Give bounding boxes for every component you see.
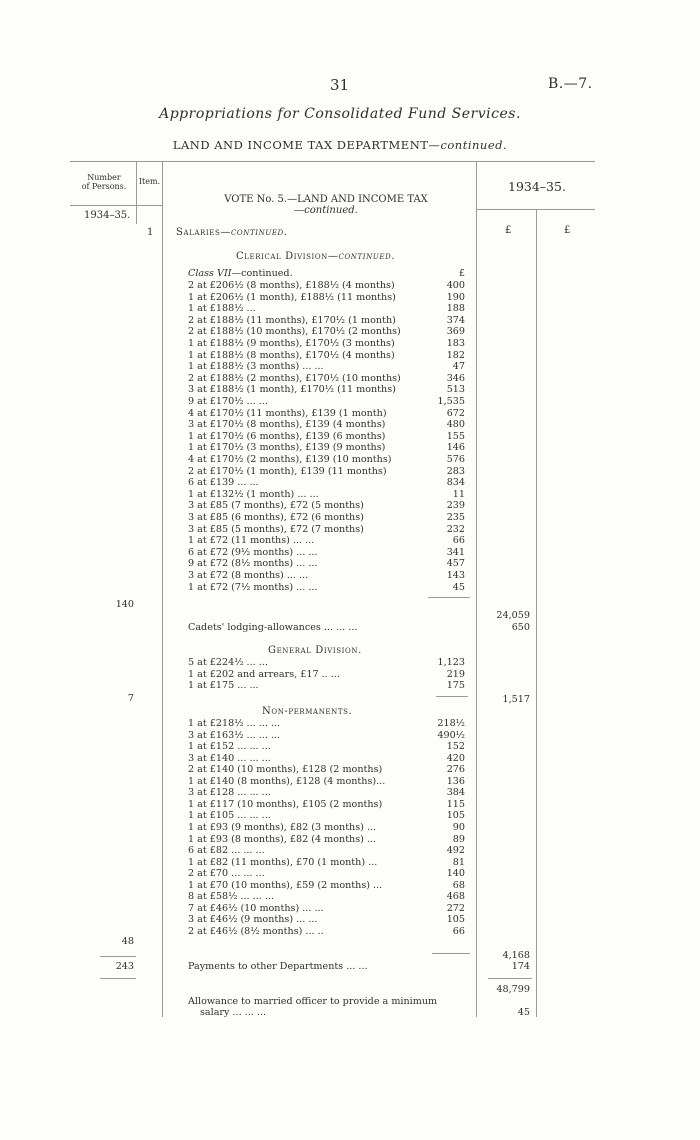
line-item-label: 5 at £224½ ... ... — [188, 657, 268, 668]
line-item-amount: 492 — [446, 845, 465, 857]
salaries-label: Salaries— — [176, 227, 231, 238]
clerical-subtotal: 24,059 — [496, 610, 530, 621]
number-label: Number — [87, 173, 121, 182]
line-item-amount: 183 — [446, 338, 465, 349]
line-item-label: 3 at £85 (5 months), £72 (7 months) — [188, 523, 364, 535]
line-item-label: 8 at £58½ ... ... ... — [188, 891, 274, 903]
payments-amount: 174 — [511, 961, 530, 972]
line-item-label: 9 at £170½ ... ... — [188, 396, 268, 407]
line-item-amount: 66 — [452, 925, 465, 937]
item-head-rule — [136, 205, 162, 206]
line-item-amount: 576 — [446, 454, 465, 465]
line-item-amount: 384 — [446, 787, 465, 799]
number-of-persons-heading — [74, 173, 134, 191]
line-item-amount: 218½ — [437, 718, 465, 729]
line-item-label: 3 at £163½ ... ... ... — [188, 729, 281, 741]
allowance-amount: 45 — [517, 1007, 530, 1018]
line-item-label: 4 at £170½ (2 months), £139 (10 months) — [188, 454, 392, 465]
line-item-label: 1 at £170½ (3 months), £139 (9 months) — [188, 442, 386, 454]
line-item-amount: 146 — [446, 442, 465, 454]
line-item-amount: 513 — [446, 384, 465, 396]
clerical-sum-rule — [428, 597, 470, 598]
clerical-heading-label: Clerical Division— — [236, 251, 339, 262]
general-subtotal: 1,517 — [502, 694, 530, 705]
line-item-label: 2 at £188½ (2 months), £170½ (10 months) — [188, 372, 401, 384]
persons-sum-rule — [100, 956, 136, 957]
line-item-label: 1 at £175 ... ... — [188, 680, 259, 692]
line-item-label: 2 at £188½ (10 months), £170½ (2 months) — [188, 326, 401, 338]
line-item-amount: 272 — [446, 902, 465, 914]
line-item-label: 1 at £72 (7½ months) ... ... — [188, 581, 318, 593]
line-item-label: 1 at £82 (11 months), £70 (1 month) ... — [188, 856, 378, 868]
line-item-label: 3 at £128 ... ... ... — [188, 787, 271, 799]
persons-year-heading: 1934–35. — [84, 210, 131, 221]
line-item-amount: 239 — [446, 500, 465, 512]
line-item-amount: 11 — [452, 488, 465, 500]
page-number: 31 — [330, 76, 350, 94]
line-item-amount: 468 — [446, 891, 465, 903]
financial-year-heading: 1934–35. — [508, 179, 566, 194]
non-permanents-persons-total: 48 — [121, 936, 134, 947]
line-item-amount: 105 — [446, 914, 465, 926]
line-item-label: 2 at £188½ (11 months), £170½ (1 month) — [188, 314, 396, 326]
item-number: 1 — [147, 227, 154, 238]
department-suffix: continued. — [440, 138, 508, 152]
cadets-allowance-amount: 650 — [511, 622, 530, 633]
line-item-amount: 136 — [446, 775, 465, 787]
cadets-allowance-label: Cadets' lodging-allowances ... ... ... — [188, 622, 358, 633]
line-item-label: 6 at £72 (9½ months) ... ... — [188, 546, 318, 558]
line-item-label: 3 at £188½ (1 month), £170½ (11 months) — [188, 384, 396, 396]
class-label-suffix: —continued. — [231, 268, 293, 279]
line-item-label: 1 at £93 (9 months), £82 (3 months) ... — [188, 821, 377, 833]
line-item-amount: 175 — [446, 680, 465, 692]
clerical-heading-suffix: continued. — [338, 251, 396, 262]
line-item-label: 1 at £188½ (3 months) ... ... — [188, 361, 324, 373]
line-item-amount: 1,535 — [437, 396, 465, 407]
line-item-amount: 155 — [446, 430, 465, 442]
line-item-amount: 341 — [446, 546, 465, 558]
persons-double-rule — [100, 978, 136, 979]
line-item-label: 1 at £105 ... ... ... — [188, 810, 271, 822]
line-item-label: 6 at £139 ... ... — [188, 477, 259, 489]
line-item-amount: 834 — [446, 477, 465, 489]
line-item-amount: 369 — [446, 326, 465, 338]
department-heading — [0, 138, 680, 152]
page-title: Appropriations for Consolidated Fund Services. — [159, 106, 521, 122]
general-division-heading: General Division. — [268, 645, 362, 656]
non-permanents-subtotal: 4,168 — [502, 950, 530, 961]
persons-divider — [136, 162, 137, 224]
line-item-amount: 232 — [446, 523, 465, 535]
allowance-line-1: Allowance to married officer to provide a minimum — [188, 996, 438, 1007]
line-item-label: 1 at £70 (10 months), £59 (2 months) ... — [188, 879, 383, 891]
line-item-label: 4 at £170½ (11 months), £139 (1 month) — [188, 407, 387, 419]
line-item-amount: 374 — [446, 314, 465, 326]
line-item-amount: 143 — [446, 570, 465, 581]
clerical-division-heading — [236, 251, 395, 262]
line-item-label: 6 at £82 ... ... ... — [188, 845, 265, 857]
of-persons-label: of Persons. — [81, 182, 127, 191]
general-sum-rule — [436, 696, 468, 697]
line-item-amount: 283 — [446, 465, 465, 477]
line-item-amount: 182 — [446, 349, 465, 361]
non-permanents-sum-rule — [432, 953, 470, 954]
line-item-label: 1 at £202 and arrears, £17 .. ... — [188, 668, 340, 680]
line-item-amount: 219 — [446, 668, 465, 680]
vote-title: VOTE No. 5.—LAND AND INCOME TAX — [224, 194, 428, 205]
line-item-label: 9 at £72 (8½ months) ... ... — [188, 558, 318, 570]
salaries-heading — [176, 227, 288, 238]
line-item-amount: 235 — [446, 512, 465, 523]
line-item-label: 3 at £170½ (8 months), £139 (4 months) — [188, 419, 386, 431]
pound-column-2: £ — [564, 225, 571, 236]
line-item-label: 7 at £46½ (10 months) ... ... — [188, 902, 324, 914]
persons-head-rule — [70, 205, 136, 206]
payments-label: Payments to other Departments ... ... — [188, 961, 368, 972]
line-item-amount: 105 — [446, 810, 465, 822]
line-item-label: 1 at £188½ (9 months), £170½ (3 months) — [188, 338, 395, 349]
line-item-amount: 188 — [446, 303, 465, 315]
amount-divider — [476, 162, 477, 1017]
line-item-label: 1 at £140 (8 months), £128 (4 months)... — [188, 775, 386, 787]
line-item-amount: 68 — [452, 879, 465, 891]
line-item-label: 2 at £70 ... ... ... — [188, 868, 265, 880]
pound-column-1: £ — [505, 225, 512, 236]
line-item-label: 3 at £85 (7 months), £72 (5 months) — [188, 500, 364, 512]
line-item-amount: 81 — [452, 856, 465, 868]
line-item-amount: 140 — [446, 868, 465, 880]
line-item-label: 3 at £72 (8 months) ... ... — [188, 570, 309, 581]
line-item-amount: 152 — [446, 741, 465, 753]
general-persons-total: 7 — [127, 693, 134, 704]
line-item-amount: 115 — [446, 798, 465, 810]
class-label — [188, 268, 293, 279]
total-rule — [488, 978, 532, 979]
item-divider — [162, 162, 163, 1017]
line-item-amount: 400 — [446, 280, 465, 291]
line-item-label: 1 at £132½ (1 month) ... ... — [188, 488, 319, 500]
header-rule — [70, 161, 595, 162]
document-reference: B.—7. — [548, 76, 593, 92]
line-item-label: 3 at £46½ (9 months) ... ... — [188, 914, 318, 926]
line-item-label: 1 at £170½ (6 months), £139 (6 months) — [188, 430, 386, 442]
line-item-label: 2 at £140 (10 months), £128 (2 months) — [188, 764, 383, 776]
line-item-label: 3 at £140 ... ... ... — [188, 752, 271, 764]
clerical-persons-total: 140 — [115, 599, 134, 610]
vote-subtitle: —continued. — [294, 205, 358, 216]
department-name: LAND AND INCOME TAX DEPARTMENT— — [172, 138, 441, 152]
line-item-label: 1 at £188½ ... — [188, 303, 256, 315]
line-item-label: 1 at £206½ (1 month), £188½ (11 months) — [188, 291, 396, 303]
salaries-total: 48,799 — [496, 984, 530, 995]
line-item-label: 1 at £218½ ... ... ... — [188, 718, 281, 729]
vote-heading — [176, 194, 476, 216]
line-item-label: 2 at £46½ (8½ months) ... .. — [188, 925, 324, 937]
clerical-pound-sign: £ — [458, 268, 465, 279]
line-item-label: 3 at £85 (6 months), £72 (6 months) — [188, 512, 364, 523]
line-item-label: 2 at £170½ (1 month), £139 (11 months) — [188, 465, 387, 477]
line-item-amount: 45 — [452, 581, 465, 593]
item-heading: Item. — [138, 177, 161, 186]
line-item-amount: 90 — [452, 821, 465, 833]
line-item-label: 1 at £152 ... ... ... — [188, 741, 271, 753]
non-permanents-heading: Non-permanents. — [262, 706, 353, 717]
line-item-amount: 47 — [452, 361, 465, 373]
line-item-amount: 457 — [446, 558, 465, 570]
line-item-amount: 490½ — [437, 729, 465, 741]
line-item-amount: 346 — [446, 372, 465, 384]
line-item-label: 1 at £117 (10 months), £105 (2 months) — [188, 798, 383, 810]
salaries-suffix: continued. — [230, 227, 288, 238]
line-item-label: 1 at £188½ (8 months), £170½ (4 months) — [188, 349, 395, 361]
allowance-label — [188, 996, 437, 1019]
persons-grand-total: 243 — [115, 961, 134, 972]
line-item-amount: 420 — [446, 752, 465, 764]
line-item-label: 2 at £206½ (8 months), £188½ (4 months) — [188, 280, 395, 291]
allowance-line-2: salary ... ... ... — [200, 1007, 267, 1019]
line-item-label: 1 at £93 (8 months), £82 (4 months) ... — [188, 833, 377, 845]
line-item-amount: 66 — [452, 535, 465, 547]
second-amount-divider — [536, 210, 537, 1017]
line-item-amount: 672 — [446, 407, 465, 419]
line-item-amount: 480 — [446, 419, 465, 431]
line-item-amount: 276 — [446, 764, 465, 776]
line-item-amount: 1,123 — [437, 657, 465, 668]
line-item-amount: 89 — [452, 833, 465, 845]
class-label-text: Class VII — [188, 268, 232, 279]
line-item-amount: 190 — [446, 291, 465, 303]
line-item-label: 1 at £72 (11 months) ... ... — [188, 535, 315, 547]
